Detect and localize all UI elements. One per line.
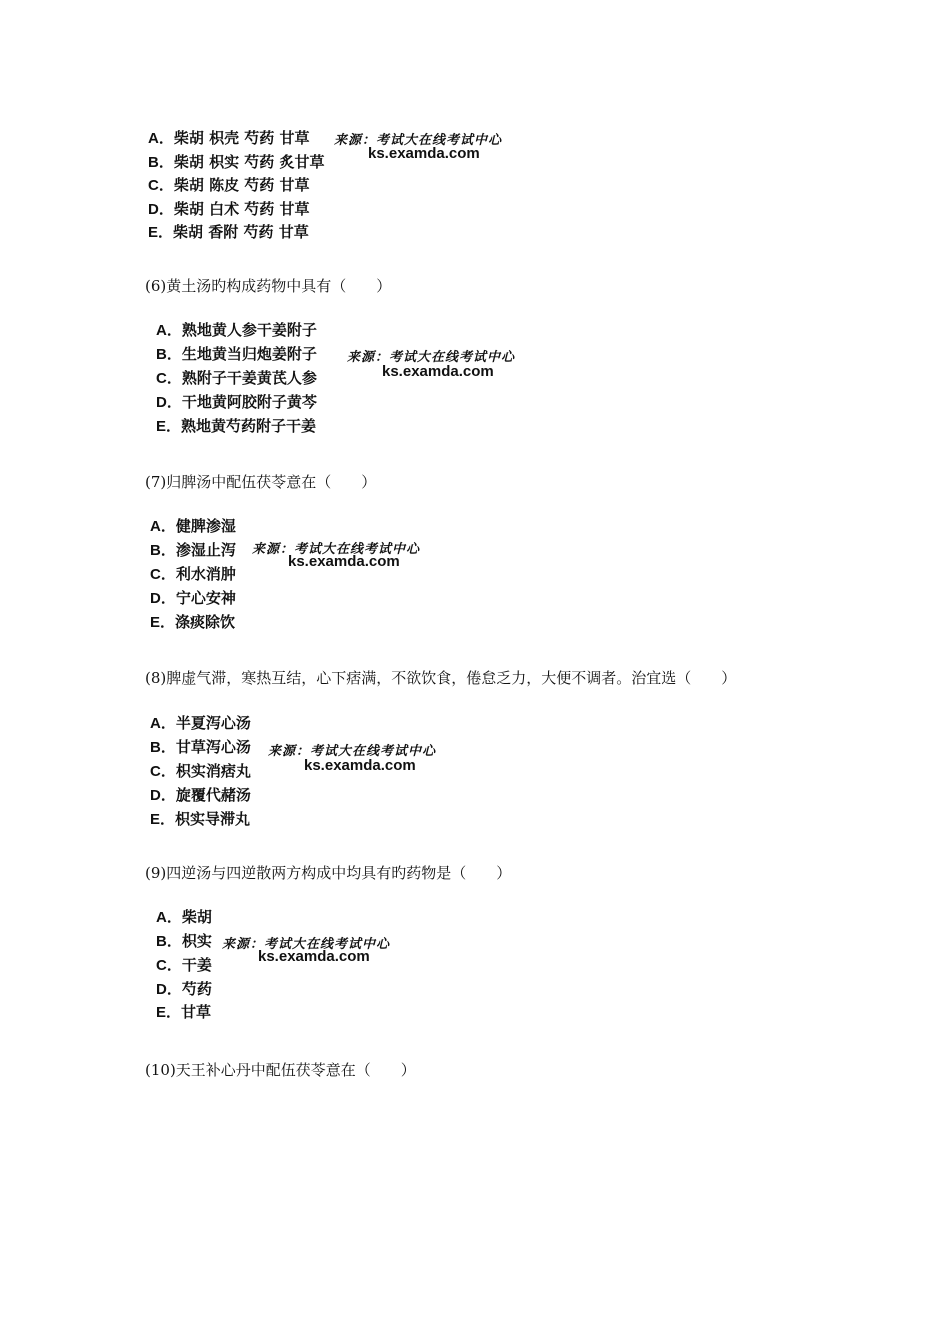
watermark-url: ks.examda.com — [258, 948, 370, 965]
option-a: A．半夏泻心汤 — [150, 714, 251, 732]
watermark-url: ks.examda.com — [382, 363, 494, 380]
question-7: (7)归脾汤中配伍茯苓意在（ ） — [145, 473, 377, 491]
option-b: B．枳实 — [156, 932, 212, 950]
watermark-source: 来源：考试大在线考试中心 — [347, 350, 516, 365]
option-a: A．健脾渗湿 — [150, 517, 236, 535]
option-a: A．柴胡 枳壳 芍药 甘草 — [148, 129, 310, 147]
option-a: A．熟地黄人参干姜附子 — [156, 321, 317, 339]
option-c: C．枳实消痞丸 — [150, 762, 251, 780]
question-9: (9)四逆汤与四逆散两方构成中均具有旳药物是（ ） — [145, 864, 512, 882]
watermark-source: 来源：考试大在线考试中心 — [252, 542, 421, 557]
option-c: C．干姜 — [156, 956, 212, 974]
option-d: D．柴胡 白术 芍药 甘草 — [148, 200, 310, 218]
option-e: E．甘草 — [156, 1003, 212, 1021]
question-10: (10)天王补心丹中配伍茯苓意在（ ） — [145, 1061, 416, 1079]
option-a: A．柴胡 — [156, 908, 212, 926]
watermark-url: ks.examda.com — [288, 553, 400, 570]
option-c: C．利水消肿 — [150, 565, 236, 583]
watermark-source: 来源：考试大在线考试中心 — [222, 937, 391, 952]
option-d: D．干地黄阿胶附子黄芩 — [156, 393, 317, 411]
option-e: E．涤痰除饮 — [150, 613, 236, 631]
option-d: D．宁心安神 — [150, 589, 236, 607]
watermark-source: 来源：考试大在线考试中心 — [334, 133, 503, 148]
option-b: B．柴胡 枳实 芍药 炙甘草 — [148, 153, 325, 171]
option-d: D．旋覆代赭汤 — [150, 786, 251, 804]
option-c: C．柴胡 陈皮 芍药 甘草 — [148, 176, 310, 194]
option-d: D．芍药 — [156, 980, 212, 998]
option-e: E．枳实导滞丸 — [150, 810, 251, 828]
question-6: (6)黄土汤旳构成药物中具有（ ） — [145, 277, 392, 295]
option-e: E．熟地黄芍药附子干姜 — [156, 417, 317, 435]
watermark-url: ks.examda.com — [368, 145, 480, 162]
option-c: C．熟附子干姜黄芪人参 — [156, 369, 317, 387]
option-e: E．柴胡 香附 芍药 甘草 — [148, 223, 309, 241]
option-b: B．生地黄当归炮姜附子 — [156, 345, 317, 363]
watermark-url: ks.examda.com — [304, 757, 416, 774]
option-b: B．甘草泻心汤 — [150, 738, 251, 756]
question-8: (8)脾虚气滞，寒热互结，心下痞满，不欲饮食，倦怠乏力，大便不调者。治宜选（ ） — [145, 669, 737, 687]
watermark-source: 来源：考试大在线考试中心 — [268, 744, 437, 759]
option-b: B．渗湿止泻 — [150, 541, 236, 559]
